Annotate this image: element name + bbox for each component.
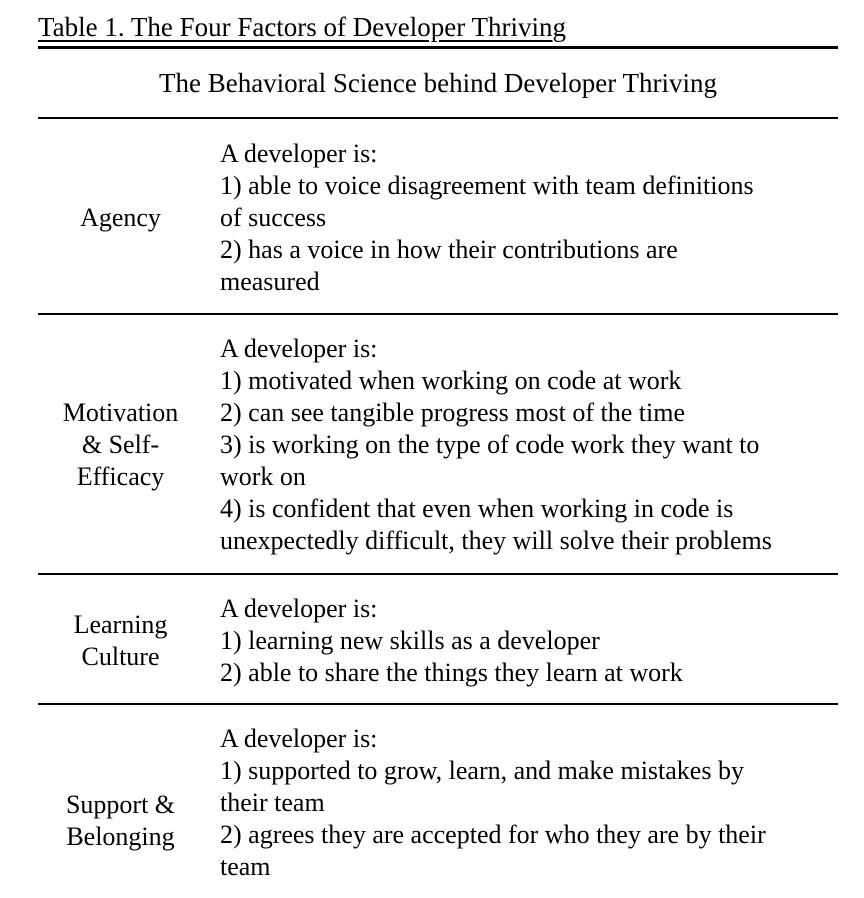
description-line: 4) is confident that even when working in code is [220, 494, 734, 523]
description-line: 3) is working on the type of code work they want to [220, 430, 760, 459]
factor-label: Motivation [62, 398, 179, 427]
description-line: 2) agrees they are accepted for who they are by their [220, 820, 766, 849]
factor-label: Belonging [66, 822, 175, 851]
factor-label: Efficacy [76, 462, 165, 491]
row-divider [38, 703, 838, 705]
description-line: 2) can see tangible progress most of the time [220, 398, 685, 427]
description-line: measured [220, 267, 320, 296]
factor-cell [38, 397, 203, 493]
description-line: A developer is: [220, 139, 378, 168]
description-cell [220, 138, 830, 298]
description-cell [220, 723, 830, 883]
table-row [38, 723, 838, 893]
description-cell [220, 333, 830, 557]
description-line: 2) able to share the things they learn at work [220, 658, 683, 687]
description-line: of success [220, 203, 327, 232]
description-line: A developer is: [220, 334, 378, 363]
factor-label: Agency [80, 203, 161, 232]
factor-label: Culture [81, 642, 160, 671]
factor-cell [38, 202, 203, 234]
description-line: 1) supported to grow, learn, and make mistakes by [220, 756, 744, 785]
table-row [38, 138, 838, 308]
description-line: 2) has a voice in how their contributions are [220, 235, 678, 264]
header-rule [38, 117, 838, 119]
table-caption: Table 1. The Four Factors of Developer Thriving [38, 12, 566, 42]
description-line: work on [220, 462, 306, 491]
description-line: their team [220, 788, 325, 817]
table-row [38, 333, 838, 569]
description-line: 1) learning new skills as a developer [220, 626, 600, 655]
factor-cell [38, 609, 203, 673]
factor-label: & Self- [81, 430, 160, 459]
description-line: team [220, 852, 271, 881]
table-row [38, 593, 838, 697]
factor-cell [38, 789, 203, 853]
description-line: unexpectedly difficult, they will solve their problems [220, 526, 772, 555]
table-top-rule [38, 46, 838, 49]
table-header: The Behavioral Science behind Developer Thriving [158, 68, 718, 98]
factor-label: Support & [65, 790, 176, 819]
description-line: A developer is: [220, 594, 378, 623]
factor-label: Learning [73, 610, 168, 639]
description-line: A developer is: [220, 724, 378, 753]
row-divider [38, 573, 838, 575]
description-line: 1) able to voice disagreement with team definitions [220, 171, 754, 200]
description-line: 1) motivated when working on code at work [220, 366, 682, 395]
row-divider [38, 313, 838, 315]
description-cell [220, 593, 830, 689]
